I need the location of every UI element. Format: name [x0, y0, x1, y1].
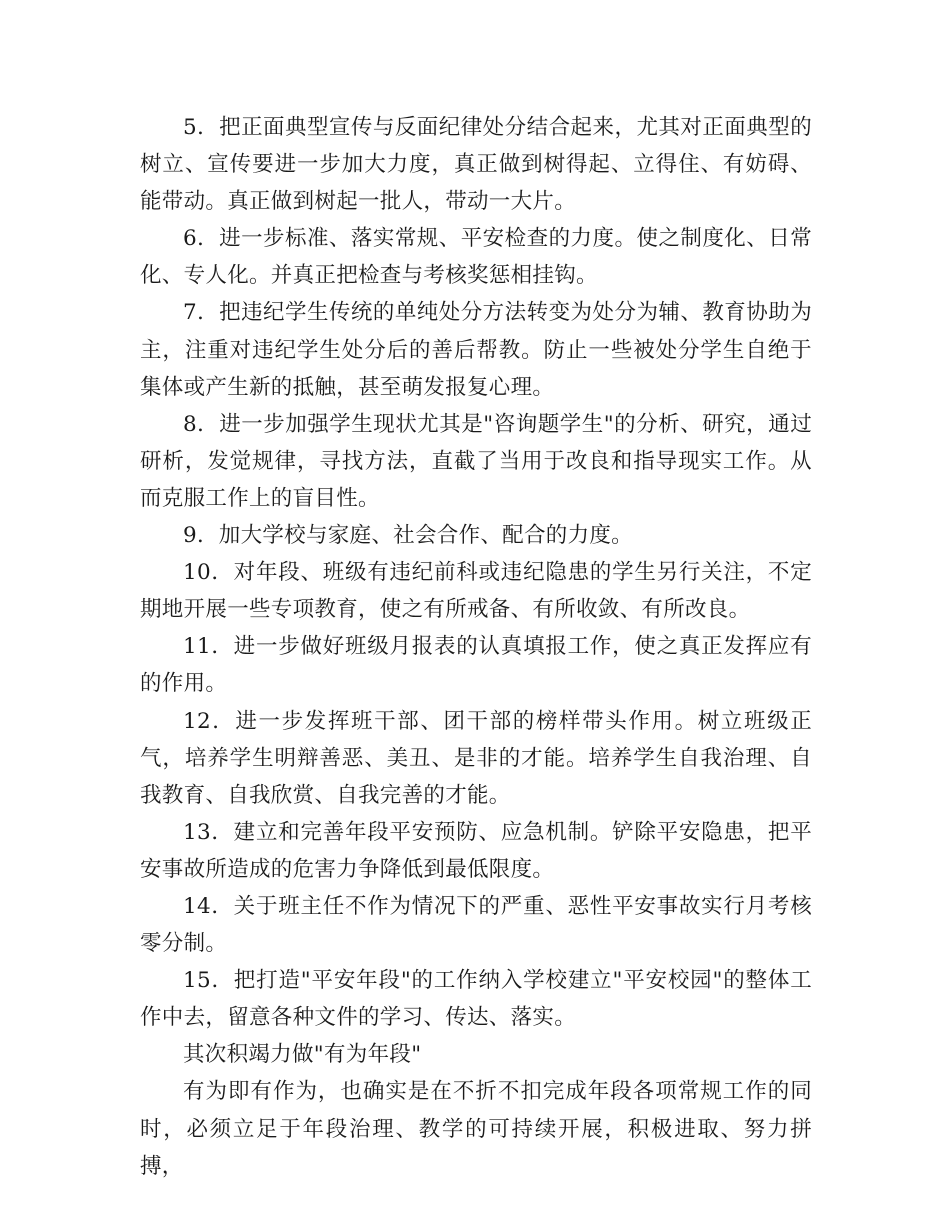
paragraph-item-5: 5．把正面典型宣传与反面纪律处分结合起来，尤其对正面典型的树立、宣传要进一步加大力度，真正做到树得起、立得住、有妨碍、能带动。真正做到树起一批人，带动一大片。	[140, 115, 812, 215]
paragraph-item-11: 11．进一步做好班级月报表的认真填报工作，使之真正发挥应有的作用。	[140, 634, 812, 697]
paragraph-item-6: 6．进一步标准、落实常规、平安检查的力度。使之制度化、日常化、专人化。并真正把检查与考核奖惩相挂钩。	[140, 226, 812, 289]
section-heading: 其次积竭力做"有为年段"	[183, 1042, 422, 1068]
paragraph-item-14: 14．关于班主任不作为情况下的严重、恶性平安事故实行月考核零分制。	[140, 893, 812, 957]
document-page	[140, 109, 812, 1185]
paragraph-item-10: 10．对年段、班级有违纪前科或违纪隐患的学生另行关注，不定期地开展一些专项教育，使之有所戒备、有所收敛、有所改良。	[140, 560, 812, 623]
paragraph-item-8: 8．进一步加强学生现状尤其是"咨询题学生"的分析、研究，通过研析，发觉规律，寻找方法，直截了当用于改良和指导现实工作。从而克服工作上的盲目性。	[140, 411, 812, 511]
paragraph-body: 有为即有作为，也确实是在不折不扣完成年段各项常规工作的同时，必须立足于年段治理、教学的可持续开展，积极进取、努力拼搏，	[140, 1079, 812, 1179]
paragraph-item-13: 13．建立和完善年段平安预防、应急机制。铲除平安隐患，把平安事故所造成的危害力争降低到最低限度。	[140, 819, 812, 882]
paragraph-item-12: 12．进一步发挥班干部、团干部的榜样带头作用。树立班级正气，培养学生明辩善恶、美丑、是非的才能。培养学生自我治理、自我教育、自我欣赏、自我完善的才能。	[140, 708, 812, 808]
paragraph-item-9: 9．加大学校与家庭、社会合作、配合的力度。	[183, 523, 633, 549]
paragraph-item-15: 15．把打造"平安年段"的工作纳入学校建立"平安校园"的整体工作中去，留意各种文件的学习、传达、落实。	[140, 968, 812, 1031]
paragraph-item-7: 7．把违纪学生传统的单纯处分方法转变为处分为辅、教育协助为主，注重对违纪学生处分后的善后帮教。防止一些被处分学生自绝于集体或产生新的抵触，甚至萌发报复心理。	[140, 300, 812, 400]
